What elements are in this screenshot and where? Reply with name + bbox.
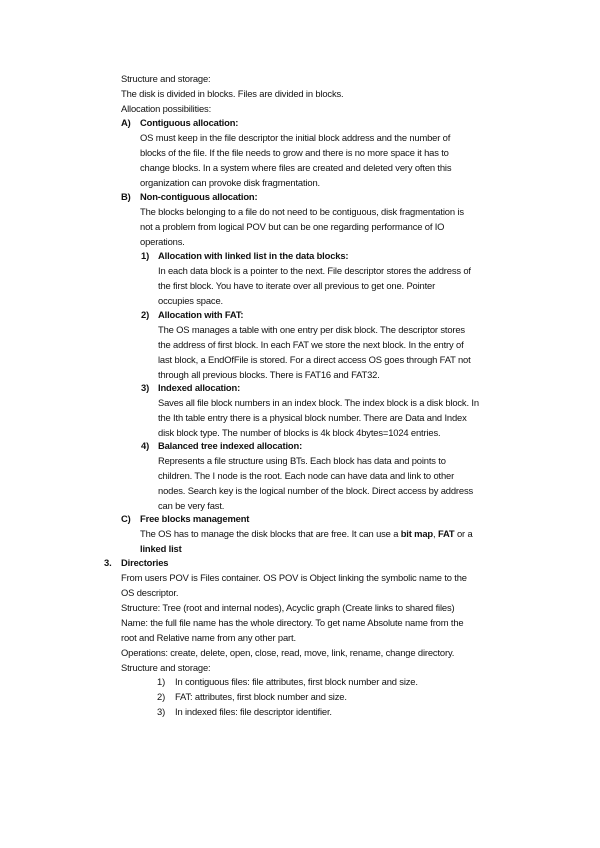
section-b-line: operations. — [140, 236, 185, 247]
item-4-line: nodes. Search key is the logical number of the block. Direct access by address — [158, 485, 474, 496]
item-4-line: children. The I node is the root. Each node can have data and link to other — [158, 470, 455, 481]
section-c-line: The OS has to manage the disk blocks that are free. It can use a bit map, FAT or a — [140, 528, 473, 539]
item-1-title: Allocation with linked list in the data blocks: — [158, 250, 349, 261]
directories-line: Name: the full file name has the whole directory. To get name Absolute name from the — [121, 617, 464, 628]
section-a-line: change blocks. In a system where files are created and deleted very often this — [140, 162, 452, 173]
section-a-marker: A) — [121, 117, 131, 128]
section-b-title: Non-contiguous allocation: — [140, 191, 258, 202]
item-3-line: the Ith table entry there is a physical block number. There are Data and Index — [158, 412, 467, 423]
directories-title: Directories — [121, 557, 169, 568]
section-a-line: blocks of the file. If the file needs to grow and there is no more space it has to — [140, 147, 449, 158]
item-2-marker: 2) — [141, 309, 150, 320]
item-4-title: Balanced tree indexed allocation: — [158, 440, 303, 451]
dir-item-marker: 2) — [157, 691, 166, 702]
item-1-line: occupies space. — [158, 295, 223, 306]
section-c-marker: C) — [121, 513, 131, 524]
item-3-line: disk block type. The number of blocks is 4k block 4bytes=1024 entries. — [158, 427, 441, 438]
section-a-line: organization can provoke disk fragmentation. — [140, 177, 320, 188]
item-3-line: Saves all file block numbers in an index block. The index block is a disk block. In — [158, 397, 479, 408]
section-b-marker: B) — [121, 191, 131, 202]
directories-line: Operations: create, delete, open, close, read, move, link, rename, change directory. — [121, 647, 455, 658]
item-4-line: can be very fast. — [158, 500, 225, 511]
section-a-line: OS must keep in the file descriptor the initial block address and the number of — [140, 132, 451, 143]
directories-line: From users POV is Files container. OS POV is Object linking the symbolic name to the — [121, 572, 467, 583]
item-2-line: last block, a EndOfFile is stored. For a direct access OS goes through FAT not — [158, 354, 471, 365]
section-b-line: The blocks belonging to a file do not need to be contiguous, disk fragmentation is — [140, 206, 464, 217]
item-2-title: Allocation with FAT: — [158, 309, 244, 320]
dir-item-text: In indexed files: file descriptor identifier. — [175, 706, 332, 717]
allocation-possibilities: Allocation possibilities: — [121, 103, 212, 114]
directories-line: OS descriptor. — [121, 587, 179, 598]
section-c-line: linked list — [140, 543, 182, 554]
structure-storage-heading: Structure and storage: — [121, 73, 211, 84]
item-1-marker: 1) — [141, 250, 150, 261]
item-2-line: the address of first block. In each FAT we store the next block. In the entry of — [158, 339, 464, 350]
dir-item-text: FAT: attributes, first block number and size. — [175, 691, 347, 702]
intro-text: The disk is divided in blocks. Files are divided in blocks. — [121, 88, 344, 99]
section-a-title: Contiguous allocation: — [140, 117, 239, 128]
section-c-title: Free blocks management — [140, 513, 250, 524]
item-2-line: The OS manages a table with one entry per disk block. The descriptor stores — [158, 324, 465, 335]
item-4-marker: 4) — [141, 440, 150, 451]
dir-item-text: In contiguous files: file attributes, first block number and size. — [175, 676, 418, 687]
dir-item-marker: 3) — [157, 706, 166, 717]
section-b-line: not a problem from logical POV but can be one regarding performance of IO — [140, 221, 445, 232]
directories-line: Structure and storage: — [121, 662, 211, 673]
item-3-marker: 3) — [141, 382, 150, 393]
item-1-line: In each data block is a pointer to the next. File descriptor stores the address of — [158, 265, 471, 276]
directories-line: Structure: Tree (root and internal nodes), Acyclic graph (Create links to shared files) — [121, 602, 455, 613]
dir-item-marker: 1) — [157, 676, 166, 687]
item-4-line: Represents a file structure using BTs. Each block has data and points to — [158, 455, 446, 466]
item-2-line: through all previous blocks. There is FAT16 and FAT32. — [158, 369, 380, 380]
directories-marker: 3. — [104, 557, 112, 568]
directories-line: root and Relative name from any other part. — [121, 632, 296, 643]
item-3-title: Indexed allocation: — [158, 382, 241, 393]
item-1-line: the first block. You have to iterate over all previous to get one. Pointer — [158, 280, 436, 291]
